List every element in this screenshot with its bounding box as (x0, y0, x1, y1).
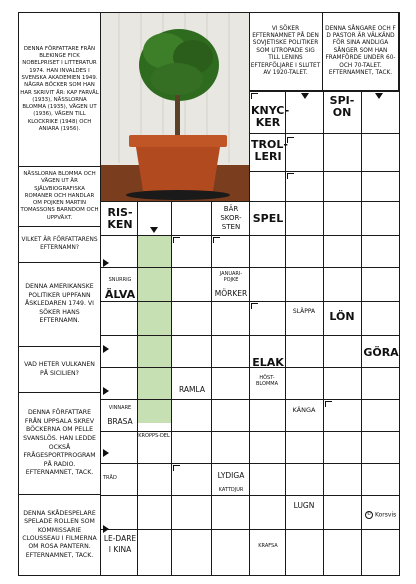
potted-plant-image (101, 13, 250, 202)
arrow-right-icon (103, 449, 109, 457)
answer-risken[interactable]: RIS-KEN (107, 206, 133, 231)
label-januaripojke: JANUARI-POJKE (219, 271, 243, 283)
arrow-down-icon (301, 93, 309, 99)
label-kattdjur: KATTDJUR (218, 487, 244, 493)
crossword-grid (18, 12, 400, 576)
answer-kanga[interactable]: KÄNGA (292, 406, 316, 414)
answer-trolleri[interactable]: TROL-LERI (251, 138, 288, 163)
answer-lydiga[interactable]: LYDIGA (217, 471, 245, 480)
arrow-hook-icon (287, 173, 294, 179)
answer-gora[interactable]: GÖRA (363, 346, 399, 359)
arrow-right-icon (103, 259, 109, 267)
solution-column[interactable] (137, 235, 171, 423)
answer-elak[interactable]: ELAK (252, 356, 284, 369)
arrow-hook-icon (251, 93, 258, 99)
answer-barkorsten[interactable]: BÄR SKOR-STEN (220, 205, 242, 231)
answer-lon[interactable]: LÖN (329, 310, 355, 323)
label-hostblomma: HÖST-BLOMMA (255, 375, 279, 387)
copyright-icon: © (366, 512, 372, 517)
label-trad: TRÅD (103, 475, 117, 481)
plant-illustration (101, 13, 249, 201)
arrow-right-icon (103, 387, 109, 395)
credit: © Korsvis (366, 511, 397, 519)
arrow-down-icon (150, 227, 158, 233)
clue-poet-part2: NÄSSLORNA BLOMMA OCH VÄGEN UT ÄR SJÄLVBIOGRAFISKA ROMANER OCH HANDLAR OM POJKEN MARTIN TOMASSONS BARNDOM OCH UPPVÄXT. (19, 167, 101, 227)
answer-alva[interactable]: ÄLVA (104, 288, 136, 301)
label-kroppsdel: KROPPS-DEL (138, 433, 170, 439)
clue-poet: DENNA FÖRFATTARE FRÅN BLEKINGE FICK NOBELPRISET I LITTERATUR 1974. HAN INVALDES I SVENSKA AKADEMIEN 1949. NÅGRA BÖCKER SOM HAN HAR SKRIVIT ÄR: KAP FARVÄL (1933), NÄSSLORNA BLOMMA (1935), VÄGEN UT (1936), VÄGEN TILL KLOCKRIKE (1948) OCH ANIARA (1956). (19, 13, 101, 167)
label-vinnare: VINNARE (108, 405, 132, 411)
arrow-hook-icon (173, 237, 180, 243)
answer-lugn[interactable]: LUGN (293, 501, 315, 510)
clue-politician: VI SÖKER EFTERNAMNET PÅ DEN SOVJETISKE POLITIKER SOM UTROPADE SIG TILL LENINS EFTERFÖLJARE I SLUTET AV 1920-TALET. (249, 13, 323, 91)
clue-poet-question: VILKET ÄR FÖRFATTARENS EFTERNAMN? (19, 227, 101, 263)
label-snurrig: SNURRIG (108, 277, 132, 283)
label-slappa: SLÄPPA (292, 308, 316, 315)
arrow-right-icon (103, 525, 109, 533)
arrow-hook-icon (325, 401, 332, 407)
answer-ramla[interactable]: RAMLA (179, 385, 205, 394)
arrow-down-icon (375, 93, 383, 99)
answer-spion[interactable]: SPI-ON (329, 94, 355, 119)
label-krafsa: KRAFSA (258, 543, 278, 549)
clue-uppsala: DENNA FÖRFATTARE FRÅN UPPSALA SKREV BÖCKERNA OM PELLE SVANSLÖS. HAN LEDDE OCKSÅ FRÅGESPORTPROGRAM PÅ RADIO. EFTERNAMNET, TACK. (19, 393, 101, 495)
arrow-right-icon (103, 345, 109, 353)
answer-ledare[interactable]: LE-DARE I KINA (103, 534, 137, 554)
answer-spel[interactable]: SPEL (252, 212, 284, 225)
clue-actor: DENNA SKÅDESPELARE SPELADE ROLLEN SOM KOMMISSARIE CLOUSSEAU I FILMERNA OM ROSA PANTERN. EFTERNAMNET, TACK. (19, 495, 101, 575)
clue-american: DENNA AMERIKANSKE POLITIKER UPPFANN ÅSKLEDAREN 1749. VI SÖKER HANS EFTERNAMN. (19, 263, 101, 347)
arrow-hook-icon (287, 137, 294, 143)
answer-knycker[interactable]: KNYC-KER (251, 104, 290, 129)
answer-brasa[interactable]: BRASA (107, 417, 133, 426)
answer-morker[interactable]: MÖRKER (214, 289, 248, 298)
arrow-hook-icon (251, 303, 258, 309)
clue-vulcan: VAD HETER VULKANEN PÅ SICILIEN? (19, 347, 101, 393)
clue-singer: DENNA SÅNGARE OCH F D PASTOR ÄR VÄLKÄND FÖR SINA ANDLIGA SÅNGER SOM HAN FRAMFÖRDE UNDER 60- OCH 70-TALET. EFTERNAMNET, TACK. (323, 13, 399, 91)
arrow-hook-icon (213, 237, 220, 243)
arrow-hook-icon (173, 465, 180, 471)
